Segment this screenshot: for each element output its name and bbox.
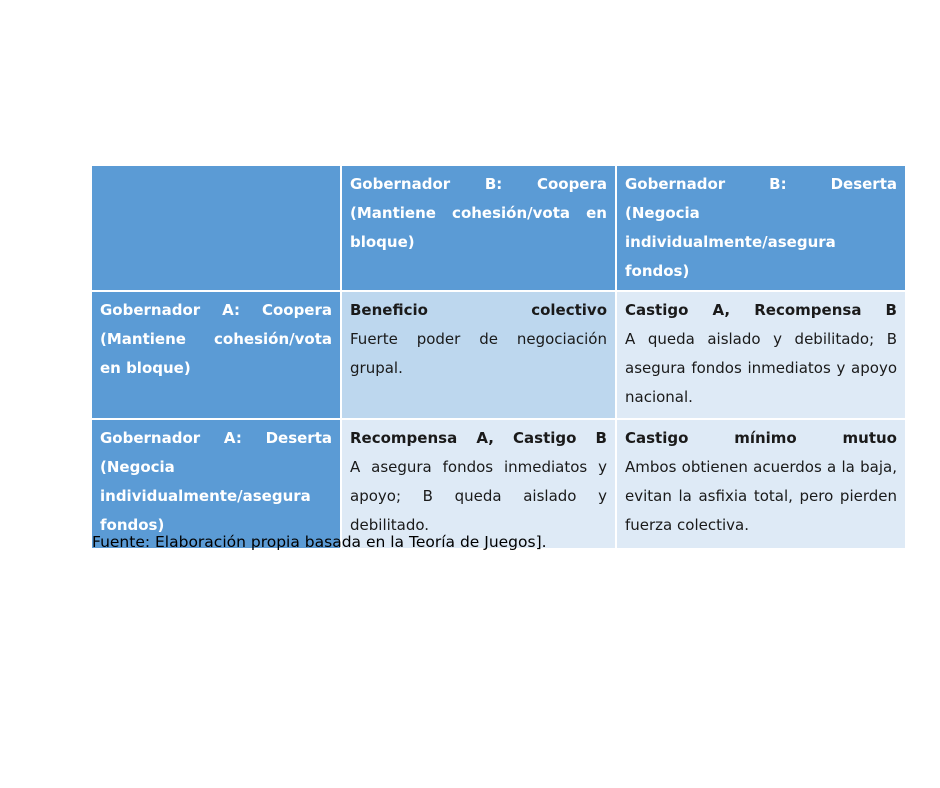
cell-title: Recompensa A, Castigo B	[350, 429, 607, 447]
row-header-a-coopera: Gobernador A: Coopera (Mantiene cohesión/vota en bloque)	[92, 291, 341, 419]
cell-body: Fuerte poder de negociación grupal.	[350, 330, 607, 377]
payoff-matrix-table	[92, 166, 907, 550]
cell-title: Beneficio colectivo	[350, 301, 607, 319]
cell-title: Castigo mínimo mutuo	[625, 429, 897, 447]
cell-body: A asegura fondos inmediatos y apoyo; B queda aislado y debilitado.	[350, 458, 607, 534]
cell-deserta-coopera	[341, 419, 616, 549]
header-b-coopera: Gobernador B: Coopera (Mantiene cohesión/vota en bloque)	[341, 166, 616, 291]
cell-title: Castigo A, Recompensa B	[625, 301, 897, 319]
header-b-deserta: Gobernador B: Deserta (Negocia individualmente/asegura fondos)	[616, 166, 906, 291]
corner-cell	[92, 166, 341, 291]
table-source-caption: Fuente: Elaboración propia basada en la Teoría de Juegos].	[92, 533, 547, 551]
cell-body: Ambos obtienen acuerdos a la baja, evitan la asfixia total, pero pierden fuerza colectiva.	[625, 458, 897, 534]
table-row-a-coopera	[92, 291, 906, 419]
cell-coopera-coopera	[341, 291, 616, 419]
table-header-row	[92, 166, 906, 291]
cell-coopera-deserta	[616, 291, 906, 419]
table-row-a-deserta	[92, 419, 906, 549]
row-header-a-deserta: Gobernador A: Deserta (Negocia individualmente/asegura fondos)	[92, 419, 341, 549]
cell-body: A queda aislado y debilitado; B asegura fondos inmediatos y apoyo nacional.	[625, 330, 897, 406]
cell-deserta-deserta	[616, 419, 906, 549]
